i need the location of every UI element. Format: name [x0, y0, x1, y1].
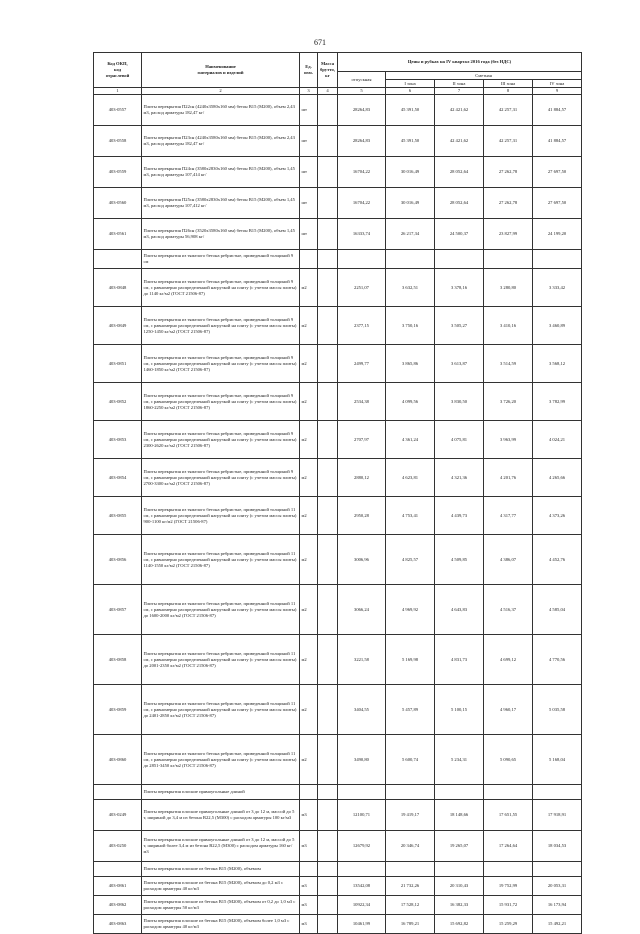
price-zone-1: 17 528,12 [386, 896, 435, 915]
item-mass [318, 157, 338, 188]
item-name: Плиты перекрытия из тяжелого бетона ребристые, приведенной толщиной 9 см, с равномерно распределенной нагрузкой на плиту (с учетом массы плиты) 1860-2250 кг/м2 (ГОСТ 21506-87) [142, 383, 300, 421]
price-zone-4: 27 697,50 [533, 188, 582, 219]
item-code: 403-0557 [94, 95, 142, 126]
column-number-row [94, 88, 582, 95]
price-zone-3: 3 280,80 [484, 269, 533, 307]
price-zone-1: 4 361,24 [386, 421, 435, 459]
item-unit: м2 [300, 497, 318, 535]
table-row [94, 219, 582, 250]
header-mass [318, 53, 338, 88]
item-mass [318, 685, 338, 735]
price-zone-4: 5 168,04 [533, 735, 582, 785]
price-zone-1: 30 016,49 [386, 157, 435, 188]
section-code-cell [94, 785, 142, 800]
price-zone-2: 18 148,66 [435, 800, 484, 831]
price-zone-1: 16 789,21 [386, 915, 435, 934]
item-unit: шт [300, 219, 318, 250]
price-release: 3490,80 [338, 735, 386, 785]
item-name: Плиты перекрытия из тяжелого бетона ребристые, приведенной толщиной 11 см, с равномерно распределенной нагрузкой на плиту (с учетом массы плиты) 1140-1550 кг/м2 (ГОСТ 21506-87) [142, 535, 300, 585]
price-zone-3: 3 963,99 [484, 421, 533, 459]
empty-cell [435, 862, 484, 877]
item-name: Плиты перекрытия П26сн (3520х3580х160 мм) бетон В15 (М200), объем 1,45 м3, расход арматуры 56,908 кг/ [142, 219, 300, 250]
section-row [94, 250, 582, 269]
item-name: Плиты перекрытия плоские из бетона В15 (М200), объемом до 0,2 м3 с расходом арматуры 40 кг/м3 [142, 877, 300, 896]
item-mass [318, 126, 338, 157]
item-name: Плиты перекрытия из тяжелого бетона ребристые, приведенной толщиной 9 см, с равномерно распределенной нагрузкой на плиту (с учетом массы плиты) 1250-1450 кг/м2 (ГОСТ 21506-87) [142, 307, 300, 345]
price-release: 16704,22 [338, 188, 386, 219]
column-number: 8 [484, 88, 533, 95]
empty-cell [338, 250, 386, 269]
item-mass [318, 735, 338, 785]
price-zone-2: 3 830,50 [435, 383, 484, 421]
price-zone-2: 24 500,37 [435, 219, 484, 250]
item-mass [318, 188, 338, 219]
price-zone-1: 4 099,56 [386, 383, 435, 421]
header-mass-sub2: кг [325, 73, 330, 78]
price-zone-4: 16 173,94 [533, 896, 582, 915]
table-row [94, 877, 582, 896]
price-zone-1: 5 457,89 [386, 685, 435, 735]
empty-cell [300, 862, 318, 877]
item-unit: м2 [300, 383, 318, 421]
column-number: 9 [533, 88, 582, 95]
price-zone-3: 4 516,37 [484, 585, 533, 635]
header-code-label: Код ОКП, [107, 61, 128, 66]
empty-cell [338, 785, 386, 800]
price-zone-2: 4 439,73 [435, 497, 484, 535]
column-number: 7 [435, 88, 484, 95]
price-zone-4: 3 568,12 [533, 345, 582, 383]
page-number: 671 [314, 38, 326, 47]
item-code: 403-0862 [94, 896, 142, 915]
price-zone-2: 42 421,62 [435, 95, 484, 126]
table-row [94, 685, 582, 735]
column-number: 2 [142, 88, 300, 95]
table-row [94, 585, 582, 635]
price-zone-1: 4 825,57 [386, 535, 435, 585]
item-unit: м3 [300, 800, 318, 831]
price-zone-3: 4 699,12 [484, 635, 533, 685]
table-row [94, 95, 582, 126]
empty-cell [338, 862, 386, 877]
item-unit: м3 [300, 915, 318, 934]
price-zone-3: 3 410,16 [484, 307, 533, 345]
item-name: Плиты перекрытия П24сн (3580х2830х160 мм) бетон В15 (М200), объем 1,45 м3, расход арматуры 107,414 кг/ [142, 157, 300, 188]
price-zone-3: 19 752,99 [484, 877, 533, 896]
price-zone-2: 20 310,43 [435, 877, 484, 896]
item-unit: м2 [300, 685, 318, 735]
header-name-sub: материалов и изделий [197, 70, 244, 75]
price-release: 2707,97 [338, 421, 386, 459]
table-body [94, 95, 582, 934]
item-unit: м2 [300, 269, 318, 307]
column-number: 6 [386, 88, 435, 95]
price-zone-3: 3 514,59 [484, 345, 533, 383]
header-zone-2: II зона [435, 80, 484, 88]
item-mass [318, 95, 338, 126]
price-zone-4: 4 452,76 [533, 535, 582, 585]
price-zone-1: 4 753,41 [386, 497, 435, 535]
item-mass [318, 635, 338, 685]
header-release: отпускная [338, 72, 386, 88]
column-number: 4 [318, 88, 338, 95]
price-zone-1: 21 732,26 [386, 877, 435, 896]
empty-cell [386, 250, 435, 269]
empty-cell [484, 250, 533, 269]
empty-cell [533, 250, 582, 269]
item-mass [318, 800, 338, 831]
table-row [94, 915, 582, 934]
item-name: Плиты перекрытия из тяжелого бетона ребристые, приведенной толщиной 9 см, с равномерно распределенной нагрузкой на плиту (с учетом массы плиты) 2700-3300 кг/м2 (ГОСТ 21506-87) [142, 459, 300, 497]
item-code: 403-0863 [94, 915, 142, 934]
header-code-sub: код [113, 67, 122, 72]
item-code: 403-0853 [94, 421, 142, 459]
section-row [94, 862, 582, 877]
empty-cell [386, 785, 435, 800]
item-code: 403-0849 [94, 307, 142, 345]
table-row [94, 307, 582, 345]
price-zone-4: 4 373,26 [533, 497, 582, 535]
header-estimate: Сметная [386, 72, 582, 80]
header-zone-3: III зона [484, 80, 533, 88]
price-release: 2880,12 [338, 459, 386, 497]
item-mass [318, 383, 338, 421]
item-code: 403-0558 [94, 126, 142, 157]
item-unit: м3 [300, 831, 318, 862]
table-row [94, 269, 582, 307]
price-zone-2: 4 831,73 [435, 635, 484, 685]
item-mass [318, 585, 338, 635]
item-unit: шт [300, 95, 318, 126]
price-zone-1: 3 750,16 [386, 307, 435, 345]
item-mass [318, 307, 338, 345]
price-zone-2: 28 052,64 [435, 157, 484, 188]
price-release: 3404,55 [338, 685, 386, 735]
item-name: Плиты перекрытия из тяжелого бетона ребристые, приведенной толщиной 9 см, с равномерно распределенной нагрузкой на плиту (с учетом массы плиты) до 1140 кг/м2 (ГОСТ 21506-87) [142, 269, 300, 307]
item-mass [318, 269, 338, 307]
price-release: 3006,96 [338, 535, 386, 585]
table-row [94, 896, 582, 915]
item-mass [318, 345, 338, 383]
price-zone-3: 4 201,76 [484, 459, 533, 497]
item-code: 403-0854 [94, 459, 142, 497]
item-mass [318, 831, 338, 862]
item-code: 403-0859 [94, 685, 142, 735]
item-unit: м2 [300, 345, 318, 383]
column-number: 3 [300, 88, 318, 95]
price-zone-1: 5 169,98 [386, 635, 435, 685]
item-code: 403-0851 [94, 345, 142, 383]
header-unit-label: Ед. [305, 64, 312, 69]
price-zone-3: 42 257,31 [484, 126, 533, 157]
item-unit: м2 [300, 459, 318, 497]
item-code: 403-0858 [94, 635, 142, 685]
item-unit: м2 [300, 585, 318, 635]
table-header [94, 53, 582, 95]
table-row [94, 831, 582, 862]
item-code: 403-0855 [94, 497, 142, 535]
header-mass-sub: брутто, [320, 67, 335, 72]
price-zone-2: 3 378,16 [435, 269, 484, 307]
price-zone-4: 3 782,99 [533, 383, 582, 421]
item-unit: м2 [300, 421, 318, 459]
price-zone-1: 26 217,34 [386, 219, 435, 250]
price-zone-1: 45 391,50 [386, 95, 435, 126]
table-row [94, 459, 582, 497]
price-zone-2: 4 643,83 [435, 585, 484, 635]
section-code-cell [94, 862, 142, 877]
price-zone-4: 3 333,42 [533, 269, 582, 307]
price-release: 10922,34 [338, 896, 386, 915]
price-table [93, 52, 582, 934]
item-name: Плиты перекрытия плоские из бетона В15 (М200), объемом от 0,2 до 1,0 м3 с расходом арматуры 50 кг/м3 [142, 896, 300, 915]
header-name [142, 53, 300, 88]
item-name: Плиты перекрытия П23сн (4240х3580х160 мм) бетон В15 (М200), объем 2,43 м3, расход арматуры 182,47 кг/ [142, 126, 300, 157]
price-zone-4: 15 492,21 [533, 915, 582, 934]
item-name: Плиты перекрытия из тяжелого бетона ребристые, приведенной толщиной 11 см, с равномерно распределенной нагрузкой на плиту (с учетом массы плиты) до 2001-2350 кг/м2 (ГОСТ 21506-87) [142, 635, 300, 685]
item-unit: м2 [300, 635, 318, 685]
price-release: 3066,24 [338, 585, 386, 635]
item-name: Плиты перекрытия плоские прямоугольные длиной от 3 до 12 м, массой до 5 т, шириной более 3,4 м из бетона В22,5 (М300) с расходом арматуры 160 кг/м3 [142, 831, 300, 862]
price-zone-4: 24 199,20 [533, 219, 582, 250]
price-zone-2: 4 509,85 [435, 535, 484, 585]
section-title: Плиты перекрытия плоские прямоугольные длиной [142, 785, 300, 800]
item-unit: м2 [300, 307, 318, 345]
price-zone-3: 17 264,64 [484, 831, 533, 862]
header-unit-sub: изм. [304, 70, 313, 75]
price-zone-1: 4 969,92 [386, 585, 435, 635]
empty-cell [484, 862, 533, 877]
price-zone-1: 19 419,17 [386, 800, 435, 831]
item-mass [318, 915, 338, 934]
price-zone-3: 5 090,65 [484, 735, 533, 785]
item-name: Плиты перекрытия из тяжелого бетона ребристые, приведенной толщиной 11 см, с равномерно распределенной нагрузкой на плиту (с учетом массы плиты) до 1600-2000 кг/м2 (ГОСТ 21506-87) [142, 585, 300, 635]
table-row [94, 188, 582, 219]
item-unit: м2 [300, 535, 318, 585]
price-zone-3: 4 960,17 [484, 685, 533, 735]
section-row [94, 785, 582, 800]
header-code-sub2: отраслевой [105, 73, 130, 78]
item-code: 403-0560 [94, 188, 142, 219]
price-zone-1: 45 391,50 [386, 126, 435, 157]
price-zone-3: 17 651,55 [484, 800, 533, 831]
empty-cell [318, 250, 338, 269]
table-row [94, 735, 582, 785]
price-release: 16333,74 [338, 219, 386, 250]
price-zone-2: 16 382,33 [435, 896, 484, 915]
section-code-cell [94, 250, 142, 269]
item-name: Плиты перекрытия П25сн (3580х2830х160 мм) бетон В15 (М200), объем 1,45 м3, расход арматуры 107,412 кг/ [142, 188, 300, 219]
price-zone-1: 5 600,74 [386, 735, 435, 785]
item-code: 403-0249 [94, 800, 142, 831]
price-zone-4: 27 697,50 [533, 157, 582, 188]
item-name: Плиты перекрытия плоские прямоугольные длиной от 3 до 12 м, массой до 5 т, шириной до 3,4 м из бетона В22,5 (М300) с расходом арматуры 100 кг/м3 [142, 800, 300, 831]
table-row [94, 345, 582, 383]
price-zone-3: 42 257,31 [484, 95, 533, 126]
item-code: 403-0561 [94, 219, 142, 250]
price-zone-4: 18 034,53 [533, 831, 582, 862]
table-row [94, 383, 582, 421]
price-zone-1: 30 016,49 [386, 188, 435, 219]
item-mass [318, 896, 338, 915]
price-release: 16704,22 [338, 157, 386, 188]
item-mass [318, 219, 338, 250]
price-zone-3: 23 827,99 [484, 219, 533, 250]
price-zone-1: 3 865,86 [386, 345, 435, 383]
item-code: 403-0852 [94, 383, 142, 421]
item-mass [318, 497, 338, 535]
price-zone-2: 5 234,31 [435, 735, 484, 785]
item-code: 403-0856 [94, 535, 142, 585]
empty-cell [484, 785, 533, 800]
price-zone-3: 15 259,29 [484, 915, 533, 934]
price-release: 3221,58 [338, 635, 386, 685]
item-name: Плиты перекрытия П22сн (4240х3580х160 мм) бетон В15 (М200), объем 2,43 м3, расход арматуры 182,47 кг/ [142, 95, 300, 126]
price-zone-1: 4 623,81 [386, 459, 435, 497]
empty-cell [533, 785, 582, 800]
price-release: 2499,77 [338, 345, 386, 383]
item-code: 403-0861 [94, 877, 142, 896]
price-zone-4: 20 053,31 [533, 877, 582, 896]
price-zone-4: 4 265,66 [533, 459, 582, 497]
header-unit [300, 53, 318, 88]
empty-cell [386, 862, 435, 877]
item-name: Плиты перекрытия из тяжелого бетона ребристые, приведенной толщиной 9 см, с равномерно распределенной нагрузкой на плиту (с учетом массы плиты) 1460-1850 кг/м2 (ГОСТ 21506-87) [142, 345, 300, 383]
item-name: Плиты перекрытия из тяжелого бетона ребристые, приведенной толщиной 11 см, с равномерно распределенной нагрузкой на плиту (с учетом массы плиты) до 2851-3450 кг/м2 (ГОСТ 21506-87) [142, 735, 300, 785]
price-zone-4: 41 884,57 [533, 126, 582, 157]
item-code: 403-0250 [94, 831, 142, 862]
table-row [94, 535, 582, 585]
price-release: 12100,71 [338, 800, 386, 831]
table-row [94, 421, 582, 459]
table-row [94, 635, 582, 685]
price-zone-2: 3 613,87 [435, 345, 484, 383]
table-row [94, 800, 582, 831]
table-row [94, 126, 582, 157]
price-zone-4: 41 884,57 [533, 95, 582, 126]
empty-cell [533, 862, 582, 877]
item-unit: м2 [300, 735, 318, 785]
price-zone-1: 20 346,74 [386, 831, 435, 862]
price-release: 10461,99 [338, 915, 386, 934]
price-zone-4: 17 918,91 [533, 800, 582, 831]
item-mass [318, 421, 338, 459]
price-zone-3: 27 262,78 [484, 157, 533, 188]
price-zone-3: 4 317,77 [484, 497, 533, 535]
item-code: 403-0848 [94, 269, 142, 307]
price-zone-2: 28 052,64 [435, 188, 484, 219]
price-zone-2: 15 692,82 [435, 915, 484, 934]
price-zone-2: 5 100,15 [435, 685, 484, 735]
item-code: 403-0559 [94, 157, 142, 188]
table-row [94, 157, 582, 188]
price-release: 2950,28 [338, 497, 386, 535]
header-price: Цены и рубках на IV квартал 2016 года (без НДС) [338, 53, 582, 72]
empty-cell [435, 250, 484, 269]
column-number: 1 [94, 88, 142, 95]
price-zone-4: 4 585,04 [533, 585, 582, 635]
price-zone-2: 19 265,07 [435, 831, 484, 862]
item-unit: м3 [300, 877, 318, 896]
item-code: 403-0857 [94, 585, 142, 635]
price-release: 12679,92 [338, 831, 386, 862]
price-zone-1: 3 632,51 [386, 269, 435, 307]
price-release: 2377,15 [338, 307, 386, 345]
price-zone-3: 27 262,78 [484, 188, 533, 219]
item-name: Плиты перекрытия из тяжелого бетона ребристые, приведенной толщиной 11 см, с равномерно распределенной нагрузкой на плиту (с учетом массы плиты) до 2401-2850 кг/м2 (ГОСТ 21506-87) [142, 685, 300, 735]
empty-cell [318, 862, 338, 877]
item-code: 403-0860 [94, 735, 142, 785]
header-code [94, 53, 142, 88]
price-release: 2534,38 [338, 383, 386, 421]
header-mass-label: Масса [320, 61, 335, 66]
price-zone-2: 4 075,81 [435, 421, 484, 459]
header-zone-4: IV зона [533, 80, 582, 88]
table-row [94, 497, 582, 535]
price-zone-3: 3 726,20 [484, 383, 533, 421]
header-name-label: Наименование [205, 64, 236, 69]
empty-cell [300, 785, 318, 800]
item-unit: шт [300, 157, 318, 188]
item-mass [318, 535, 338, 585]
price-zone-2: 4 321,36 [435, 459, 484, 497]
column-number: 5 [338, 88, 386, 95]
header-zone-1: I зона [386, 80, 435, 88]
price-zone-4: 5 035,58 [533, 685, 582, 735]
price-release: 28264,83 [338, 95, 386, 126]
item-name: Плиты перекрытия из тяжелого бетона ребристые, приведенной толщиной 9 см, с равномерно распределенной нагрузкой на плиту (с учетом массы плиты) 2300-2620 кг/м2 (ГОСТ 21506-87) [142, 421, 300, 459]
empty-cell [435, 785, 484, 800]
item-unit: шт [300, 126, 318, 157]
price-zone-2: 3 505,27 [435, 307, 484, 345]
empty-cell [318, 785, 338, 800]
price-release: 13542,08 [338, 877, 386, 896]
price-zone-4: 4 770,56 [533, 635, 582, 685]
price-release: 2251,07 [338, 269, 386, 307]
section-title: Плиты перекрытия плоские из бетона В15 (М200), объемом [142, 862, 300, 877]
item-name: Плиты перекрытия плоские из бетона В15 (М200), объемом более 1,0 м3 с расходом арматуры 40 кг/м3 [142, 915, 300, 934]
section-title: Плиты перекрытия из тяжелого бетона ребристые, приведенной толщиной 9 см [142, 250, 300, 269]
price-zone-2: 42 421,62 [435, 126, 484, 157]
item-mass [318, 877, 338, 896]
price-release: 28264,83 [338, 126, 386, 157]
item-mass [318, 459, 338, 497]
price-zone-4: 3 460,89 [533, 307, 582, 345]
price-zone-3: 4 386,07 [484, 535, 533, 585]
price-zone-4: 4 024,21 [533, 421, 582, 459]
item-unit: м3 [300, 896, 318, 915]
item-unit: шт [300, 188, 318, 219]
price-zone-3: 15 931,72 [484, 896, 533, 915]
empty-cell [300, 250, 318, 269]
item-name: Плиты перекрытия из тяжелого бетона ребристые, приведенной толщиной 11 см, с равномерно распределенной нагрузкой на плиту (с учетом массы плиты) 900-1100 кг/м2 (ГОСТ 21506-87) [142, 497, 300, 535]
